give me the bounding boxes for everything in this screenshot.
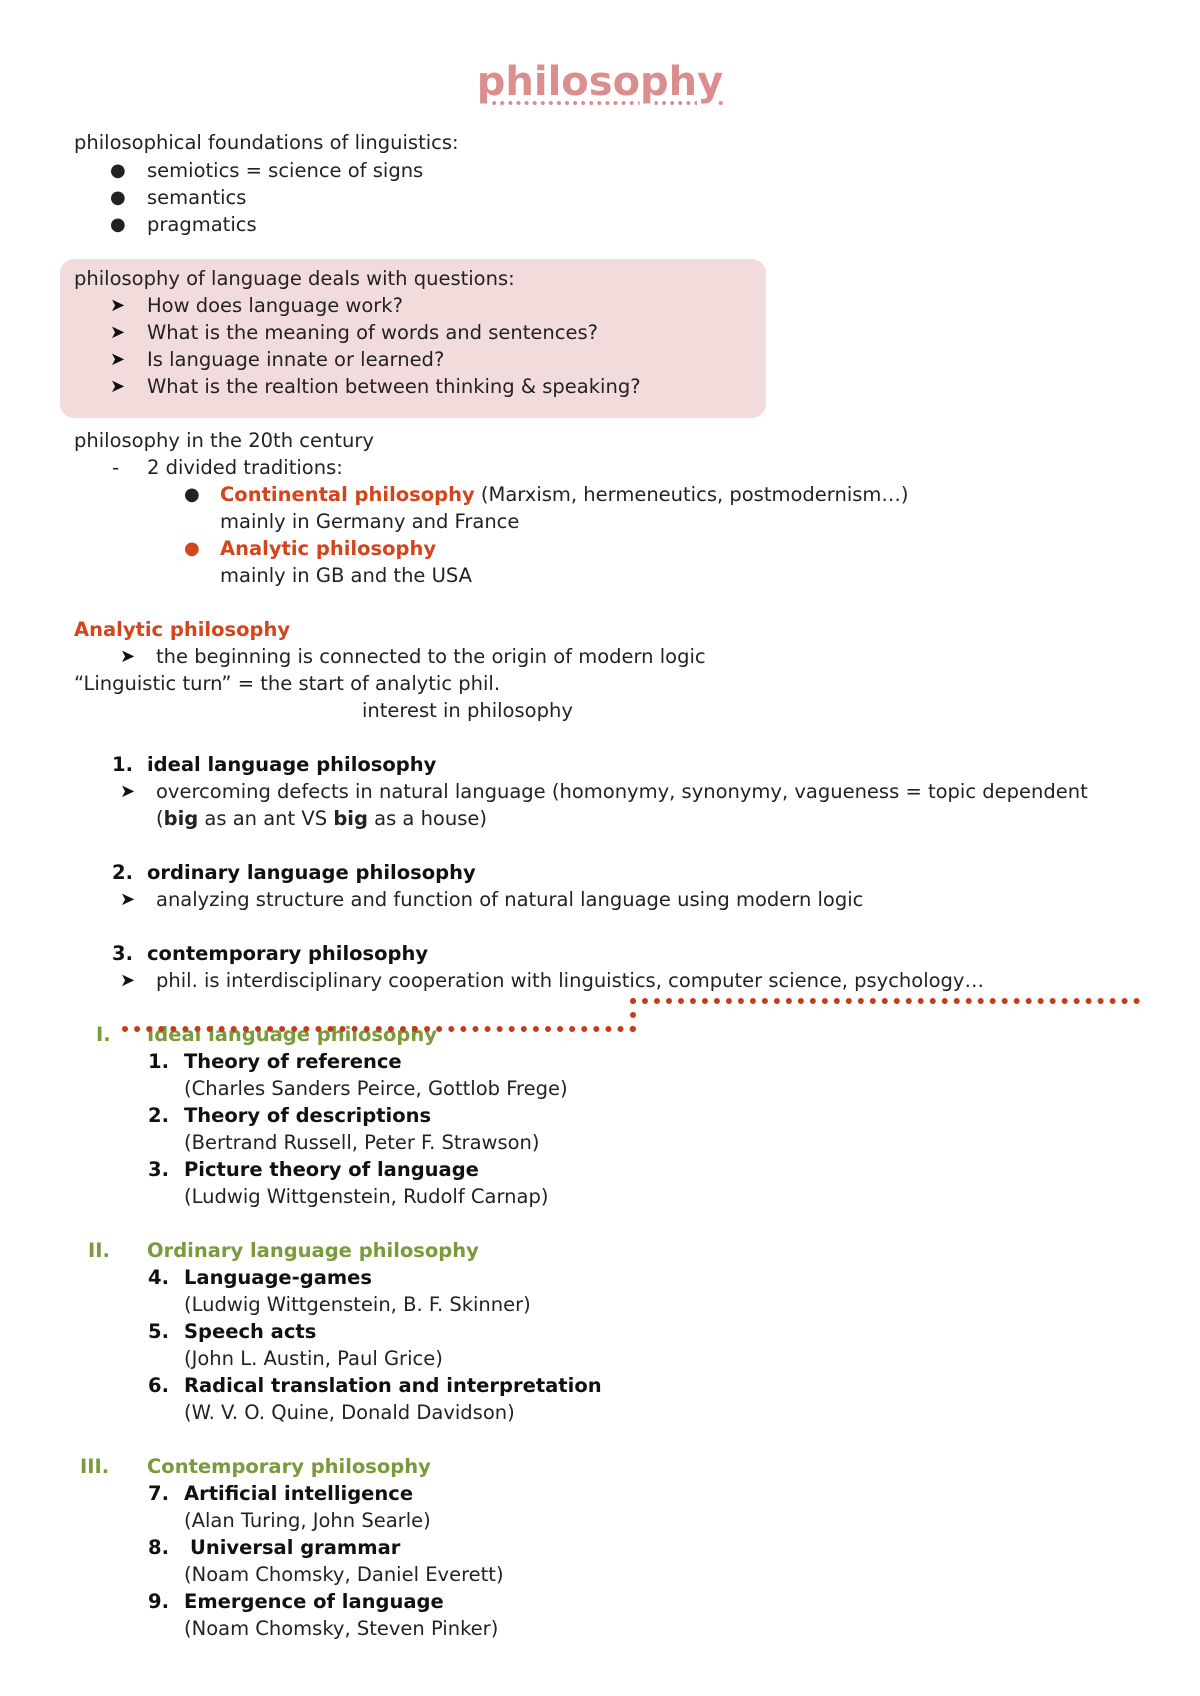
text-segment: (: [156, 807, 164, 830]
century-heading: philosophy in the 20th century: [74, 429, 374, 452]
continental-where: mainly in Germany and France: [220, 510, 520, 533]
item-people: (Noam Chomsky, Steven Pinker): [184, 1617, 499, 1640]
foundations-heading: philosophical foundations of linguistics:: [74, 131, 459, 154]
linguistic-turn: “Linguistic turn” = the start of analytic phil.: [74, 672, 501, 695]
arrow-icon: ➤: [110, 376, 126, 397]
analytic-point: the beginning is connected to the origin of modern logic: [156, 645, 706, 668]
foundations-item: semiotics = science of signs: [147, 159, 424, 182]
number-label: 1.: [112, 753, 133, 776]
item-people: (John L. Austin, Paul Grice): [184, 1347, 443, 1370]
item-name: Universal grammar: [190, 1536, 401, 1559]
bold-word: big: [163, 807, 199, 830]
continental-line: [220, 481, 909, 508]
bullet-icon: ●: [110, 160, 126, 181]
number-label: 2.: [112, 861, 133, 884]
foundations-item: semantics: [147, 186, 247, 209]
arrow-icon: ➤: [110, 349, 126, 370]
continental-label: Continental philosophy: [220, 483, 475, 506]
item-number: 7.: [148, 1482, 169, 1505]
section-title: Ideal language philosophy: [147, 1023, 437, 1046]
foundations-item: pragmatics: [147, 213, 257, 236]
item-people: (Charles Sanders Peirce, Gottlob Frege): [184, 1077, 568, 1100]
bullet-icon: ●: [110, 187, 126, 208]
question-item: How does language work?: [147, 294, 403, 317]
item-name: Radical translation and interpretation: [184, 1374, 602, 1397]
questions-heading: philosophy of language deals with questions:: [74, 267, 515, 290]
arrow-icon: ➤: [120, 646, 136, 667]
item-people: (W. V. O. Quine, Donald Davidson): [184, 1401, 515, 1424]
section-title: Contemporary philosophy: [147, 1455, 431, 1478]
arrow-icon: ➤: [120, 781, 136, 802]
arrow-icon: ➤: [120, 889, 136, 910]
dotted-connector-bottom: [122, 1026, 636, 1032]
century-subheading: 2 divided traditions:: [147, 456, 343, 479]
item-number: 3.: [148, 1158, 169, 1181]
question-item: What is the meaning of words and sentences?: [147, 321, 598, 344]
continental-note: (Marxism, hermeneutics, postmodernism…): [480, 483, 909, 506]
item-people: (Bertrand Russell, Peter F. Strawson): [184, 1131, 540, 1154]
dash-marker: -: [112, 456, 120, 479]
question-item: Is language innate or learned?: [147, 348, 445, 371]
item-name: Language-games: [184, 1266, 373, 1289]
question-item: What is the realtion between thinking & speaking?: [147, 375, 641, 398]
bold-word: big: [333, 807, 368, 830]
item-number: 2.: [148, 1104, 169, 1127]
item-name: Theory of reference: [184, 1050, 402, 1073]
page-title: philosophy: [476, 59, 724, 105]
item-name: Emergence of language: [184, 1590, 444, 1613]
contemporary-line1: phil. is interdisciplinary cooperation with linguistics, computer science, psychology…: [156, 969, 984, 992]
number-label: 3.: [112, 942, 133, 965]
arrow-icon: ➤: [110, 295, 126, 316]
item-number: 6.: [148, 1374, 169, 1397]
item-number: 8.: [148, 1536, 169, 1559]
item-number: 1.: [148, 1050, 169, 1073]
ideal-title: ideal language philosophy: [147, 753, 437, 776]
text-segment: as an ant VS: [198, 807, 334, 830]
roman-numeral: II.: [88, 1239, 110, 1262]
item-people: (Noam Chomsky, Daniel Everett): [184, 1563, 504, 1586]
roman-numeral: I.: [96, 1023, 111, 1046]
ideal-line2: [156, 805, 487, 832]
roman-numeral: III.: [80, 1455, 110, 1478]
dotted-connector-top: [630, 998, 1140, 1004]
ordinary-title: ordinary language philosophy: [147, 861, 476, 884]
bullet-icon: ●: [110, 214, 126, 235]
bullet-icon: ●: [184, 538, 200, 559]
item-name: Speech acts: [184, 1320, 317, 1343]
item-number: 5.: [148, 1320, 169, 1343]
item-name: Theory of descriptions: [184, 1104, 432, 1127]
item-name: Picture theory of language: [184, 1158, 479, 1181]
text-segment: as a house): [367, 807, 487, 830]
analytic-where: mainly in GB and the USA: [220, 564, 472, 587]
ideal-line1: overcoming defects in natural language (homonymy, synonymy, vagueness = topic dependent: [156, 780, 1088, 803]
item-number: 9.: [148, 1590, 169, 1613]
section-title: Ordinary language philosophy: [147, 1239, 479, 1262]
item-number: 4.: [148, 1266, 169, 1289]
bullet-icon: ●: [184, 484, 200, 505]
interest-line: interest in philosophy: [362, 699, 573, 722]
ordinary-line1: analyzing structure and function of natural language using modern logic: [156, 888, 864, 911]
arrow-icon: ➤: [110, 322, 126, 343]
item-name: Artificial intelligence: [184, 1482, 414, 1505]
item-people: (Ludwig Wittgenstein, Rudolf Carnap): [184, 1185, 549, 1208]
contemporary-title: contemporary philosophy: [147, 942, 429, 965]
arrow-icon: ➤: [120, 970, 136, 991]
item-people: (Alan Turing, John Searle): [184, 1509, 431, 1532]
analytic-label: Analytic philosophy: [220, 537, 437, 560]
item-people: (Ludwig Wittgenstein, B. F. Skinner): [184, 1293, 531, 1316]
analytic-heading: Analytic philosophy: [74, 618, 291, 641]
